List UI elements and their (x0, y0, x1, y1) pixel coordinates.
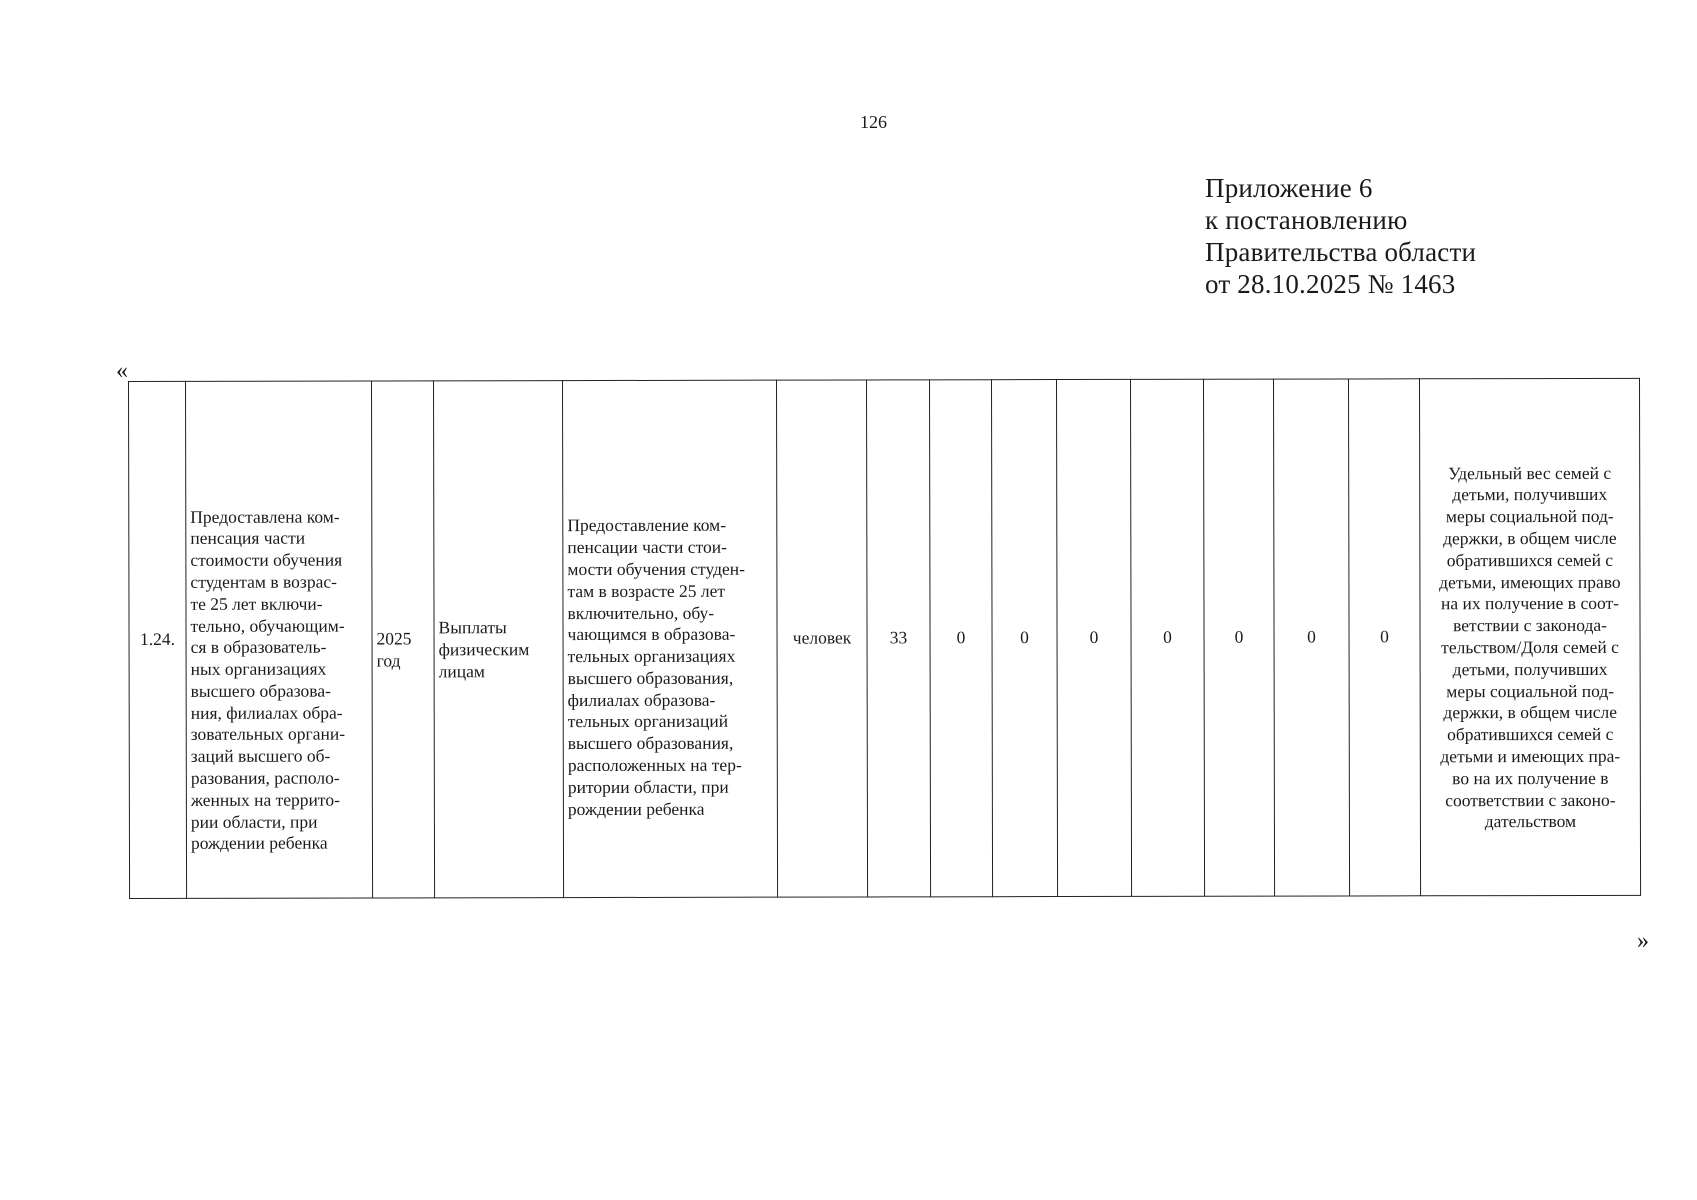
characteristic-cell (563, 380, 778, 897)
year-text: 2025 год (376, 628, 412, 671)
characteristic-text: Предоставление ком- пенсации части стои- мости обучения студен- там в возрасте 25 лет включительно, обу- чающимся в образова- тельных организациях высшего образования, филиалах образова- тельных организаций высшего образования, расположенных на тер- ритории области, при рождении ребенка (567, 515, 745, 819)
value-text: 0 (1089, 627, 1099, 648)
page-number: 126 (860, 112, 887, 132)
appendix-line: к постановлению (1205, 205, 1408, 235)
value-cell (1056, 379, 1131, 896)
year-cell (372, 381, 435, 898)
indicator-text: Удельный вес семей с детьми, получивших меры социальной под- держки, в общем числе обратившихся семей с детьми, имеющих право на их получение в соот- ветствии с законода- тельством/Доля семей с детьми, получивших меры социальной под- держки, в общем числе обратившихся семей с детьми и имеющих пра- во на их получение в соответствии с законо- дательством (1439, 462, 1621, 832)
value-cell (1348, 379, 1420, 896)
table-row (129, 378, 1641, 898)
value-text: 0 (1163, 626, 1172, 647)
value-cell (1273, 379, 1349, 896)
opening-quote: « (116, 358, 128, 384)
result-cell (186, 381, 373, 898)
type-text: Выплаты физическим лицам (438, 617, 530, 682)
value-cell (866, 380, 930, 897)
value-text: 0 (1380, 626, 1389, 647)
value-text: 33 (889, 627, 908, 648)
value-text: 0 (956, 627, 966, 648)
row-code (129, 381, 187, 898)
closing-quote: » (1637, 928, 1649, 954)
value-cell (1203, 379, 1274, 896)
value-text: 0 (1307, 626, 1316, 647)
row-code-text: 1.24. (140, 628, 176, 650)
value-text: 0 (1234, 626, 1244, 647)
value-cell (991, 380, 1057, 897)
value-cell (929, 380, 992, 897)
unit-cell (776, 380, 867, 897)
appendix-line: от 28.10.2025 № 1463 (1205, 269, 1456, 299)
value-text: 0 (1020, 627, 1029, 648)
appendix-line: Приложение 6 (1205, 173, 1373, 203)
indicator-cell (1419, 378, 1640, 895)
appendix-line: Правительства области (1205, 237, 1477, 267)
value-cell (1130, 379, 1204, 896)
unit-text: человек (792, 627, 852, 648)
result-text: Предоставлена ком- пенсация части стоимости обучения студентам в возрас- те 25 лет включи- тельно, обучающим- ся в образователь- ных организациях высшего образова- ния, филиалах обра- зовательных органи- заций высшего об- разования, располо- женных на террито- рии области, при рождении ребенка (190, 506, 346, 854)
measures-table (128, 378, 1641, 899)
appendix-header (1205, 172, 1476, 300)
type-cell (434, 381, 564, 898)
